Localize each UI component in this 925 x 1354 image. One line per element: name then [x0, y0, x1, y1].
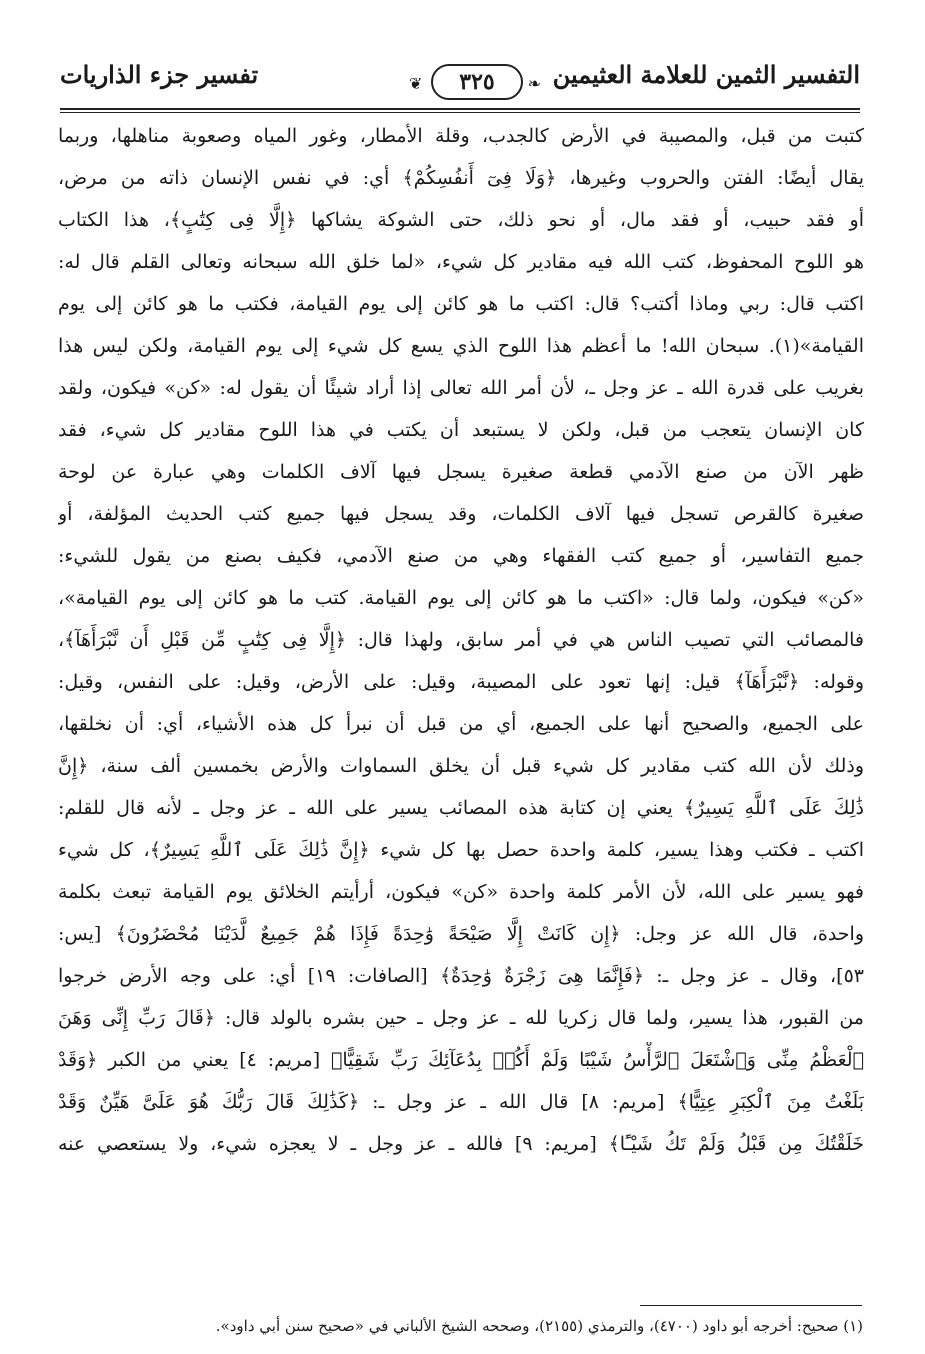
ornament-right-icon: ❧: [527, 74, 541, 93]
section-title: تفسير جزء الذاريات: [60, 60, 259, 89]
text-line: من القبور، هذا يسير، ولما قال زكريا لله ـ عز وجل ـ حين بشره بالولد قال: ﴿قَالَ رَبِّ إِنِّى وَهَنَ: [58, 1007, 864, 1029]
header-rule-thin: [60, 112, 860, 113]
text-line: ٥٣]، وقال ـ عز وجل ـ: ﴿فَإِنَّمَا هِىَ زَجْرَةٌ وَٰحِدَةٌ﴾ [الصافات: ١٩] أي: على وجه الأرض خرجوا: [58, 965, 864, 987]
footnote-rule: [640, 1305, 862, 1306]
text-line: ٱلْعَظْمُ مِنِّى وَٱشْتَعَلَ ٱلرَّأْسُ شَيْبًا وَلَمْ أَكُنۢ بِدُعَآئِكَ رَبِّ شَقِيًّا﴾ [مريم: ٤] يعني من الكبر ﴿وَقَدْ: [58, 1049, 864, 1071]
text-line: وقوله: ﴿نَّبْرَأَهَآ﴾ قيل: إنها تعود على المصيبة، وقيل: على الأرض، وقيل: على النفس، وقيل:: [58, 671, 864, 693]
text-line: اكتب قال: ربي وماذا أكتب؟ قال: اكتب ما هو كائن إلى يوم القيامة، فكتب ما هو كائن إلى يوم: [58, 293, 864, 315]
text-line: صغيرة كالقرص تسجل فيها آلاف الكلمات، وقد يسجل فيها جميع كتب الحديث المؤلفة، أو: [58, 503, 864, 525]
text-line: كان الإنسان يتعجب من قبل، ولكن لا يستبعد أن يكتب في هذا اللوح مقادير كل شيء، فقد: [58, 419, 864, 441]
text-line: على الجميع، والصحيح أنها على الجميع، أي من قبل أن نبرأ كل هذه الأشياء، أي: أن نخلقها،: [58, 713, 864, 735]
page-header: [60, 58, 860, 110]
text-line: يقال أيضًا: الفتن والحروب وغيرها، ﴿وَلَا فِىٓ أَنفُسِكُمْ﴾ أي: في نفس الإنسان ذاته من مرض،: [58, 167, 864, 189]
text-line: القيامة»(١). سبحان الله! ما أعظم هذا اللوح الذي يسع كل شيء إلى يوم القيامة، ولكن ليس هذا: [58, 335, 864, 357]
text-line: هو اللوح المحفوظ، كتب الله فيه مقادير كل شيء، «لما خلق الله سبحانه وتعالى القلم قال له:: [58, 251, 864, 273]
text-line: ذَٰلِكَ عَلَى ٱللَّهِ يَسِيرٌ﴾ يعني إن كتابة هذه المصائب يسير على الله ـ عز وجل ـ لأنه قال للقلم:: [58, 797, 864, 819]
text-line: وذلك لأن الله كتب مقادير كل شيء قبل أن يخلق السماوات والأرض بخمسين ألف سنة، ﴿إِنَّ: [58, 755, 864, 777]
text-line: اكتب ـ فكتب وهذا يسير، كلمة واحدة حصل بها كل شيء ﴿إِنَّ ذَٰلِكَ عَلَى ٱللَّهِ يَسِيرٌ﴾، كل شيء: [58, 839, 864, 861]
text-line: جميع التفاسير، أو جميع كتب الفقهاء وهي من صنع الآدمي، فكيف بصنع من يقول للشيء:: [58, 545, 864, 567]
text-line: أو فقد حبيب، أو فقد مال، أو نحو ذلك، حتى الشوكة يشاكها ﴿إِلَّا فِى كِتَٰبٍ﴾، هذا الكتاب: [58, 209, 864, 231]
text-line: بَلَغْتُ مِنَ ٱلْكِبَرِ عِتِيًّا﴾ [مريم: ٨] قال الله ـ عز وجل ـ: ﴿كَذَٰلِكَ قَالَ رَبُّكَ هُوَ عَلَىَّ هَيِّنٌ وَقَدْ: [58, 1091, 864, 1113]
text-line: خَلَقْتُكَ مِن قَبْلُ وَلَمْ تَكُ شَيْـًٔا﴾ [مريم: ٩] فالله ـ عز وجل ـ لا يعجزه شيء، ولا يستعصي عنه: [58, 1133, 864, 1155]
text-line: بغريب على قدرة الله ـ عز وجل ـ، لأن أمر الله تعالى إذا أراد شيئًا أن يقول له: «كن» فيكون، ولقد: [58, 377, 864, 399]
page-number-ornament: [405, 62, 545, 102]
text-line: فالمصائب التي تصيب الناس هي في أمر سابق، ولهذا قال: ﴿إِلَّا فِى كِتَٰبٍ مِّن قَبْلِ أَن نَّبْرَأَهَآ﴾،: [58, 629, 864, 651]
text-line: فهو يسير على الله، لأن الأمر كلمة واحدة «كن» فيكون، أرأيتم الخلائق يوم القيامة تبعث بكلمة: [58, 881, 864, 903]
text-line: واحدة، قال الله عز وجل: ﴿إِن كَانَتْ إِلَّا صَيْحَةً وَٰحِدَةً فَإِذَا هُمْ جَمِيعٌ لَّدَيْنَا مُحْضَرُونَ﴾ [يس:: [58, 923, 864, 945]
page-number: ٣٢٥: [431, 64, 523, 100]
ornament-left-icon: ❦: [409, 74, 423, 93]
header-rule: [60, 108, 860, 110]
footnote: (١) صحيح: أخرجه أبو داود (٤٧٠٠)، والترمذي (٢١٥٥)، وصححه الشيخ الألباني في «صحيح سنن أبي داود».: [215, 1317, 863, 1335]
text-line: ظهر الآن من صنع الآدمي قطعة صغيرة يسجل فيها آلاف الكلمات وهي عبارة عن لوحة: [58, 461, 864, 483]
book-title: التفسير الثمين للعلامة العثيمين: [552, 60, 860, 89]
main-text: [58, 118, 864, 1283]
text-line: كتبت من قبل، والمصيبة في الأرض كالجدب، وقلة الأمطار، وغور المياه وصعوبة مناهلها، وربما: [58, 125, 864, 147]
text-line: «كن» فيكون، ولما قال: «اكتب ما هو كائن إلى يوم القيامة. كتب ما هو كائن إلى يوم القيامة»،: [58, 587, 864, 609]
